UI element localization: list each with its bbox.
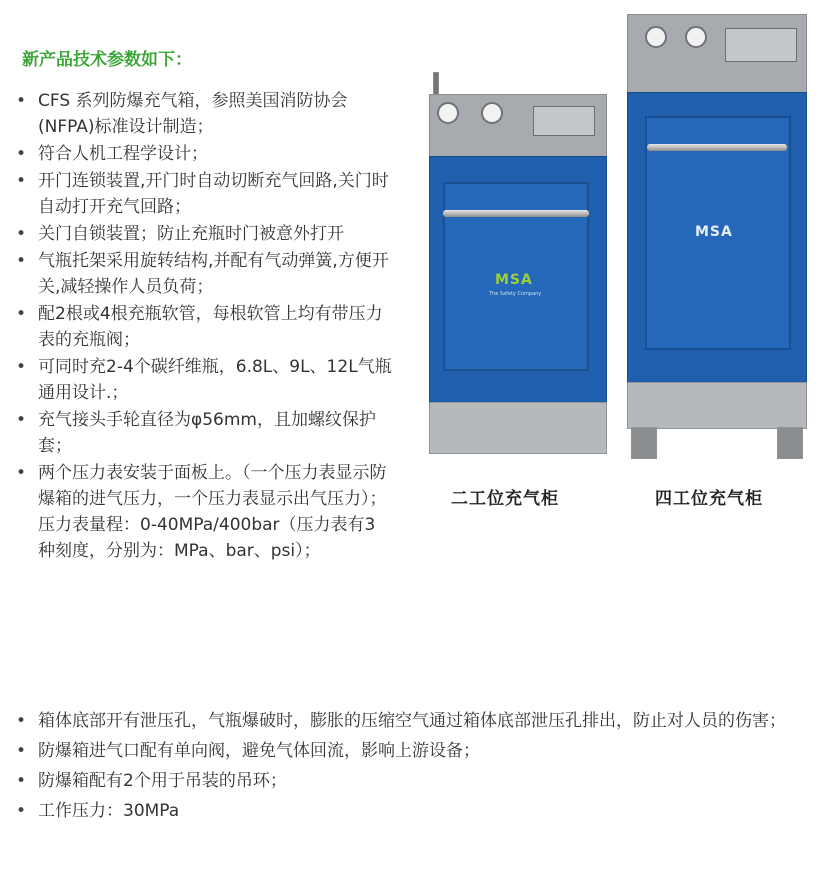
msa-logo: MSA <box>495 272 533 288</box>
two-station-cabinet-image <box>425 72 610 457</box>
list-item: • 两个压力表安装于面板上。（一个压力表显示防爆箱的进气压力，一个压力表显示出气压力）；压力表量程：0-40MPa/400bar（压力表有3种刻度，分别为：MPa、bar、psi）； <box>14 460 392 564</box>
four-station-cabinet-image <box>625 14 810 459</box>
cabinet-base <box>429 402 607 454</box>
spec-list-bottom <box>14 708 824 828</box>
spec-list <box>14 88 392 565</box>
list-item: • CFS 系列防爆充气箱，参照美国消防协会(NFPA)标准设计制造； <box>14 88 392 140</box>
page-title: 新产品技术参数如下： <box>22 50 192 70</box>
door-handle <box>647 144 787 151</box>
logo-tagline: The Safety Company <box>489 291 542 297</box>
label-plate <box>533 106 595 136</box>
msa-logo: MSA <box>695 224 733 240</box>
label-plate <box>725 28 797 62</box>
list-item: • 箱体底部开有泄压孔，气瓶爆破时，膨胀的压缩空气通过箱体底部泄压孔排出，防止对人员的伤害； <box>14 708 824 734</box>
door-handle <box>443 210 589 217</box>
list-item: • 充气接头手轮直径为φ56mm，且加螺纹保护套； <box>14 407 392 459</box>
cabinet-foot <box>631 427 657 459</box>
pressure-gauge-icon <box>645 26 667 48</box>
list-item: • 防爆箱配有2个用于吊装的吊环； <box>14 768 824 794</box>
list-item: • 防爆箱进气口配有单向阀，避免气体回流，影响上游设备； <box>14 738 824 764</box>
list-item: • 气瓶托架采用旋转结构,并配有气动弹簧,方便开关,减轻操作人员负荷； <box>14 248 392 300</box>
four-station-caption: 四工位充气柜 <box>655 489 763 509</box>
two-station-caption: 二工位充气柜 <box>451 489 559 509</box>
list-item: • 工作压力：30MPa <box>14 798 824 824</box>
list-item: • 配2根或4根充瓶软管，每根软管上均有带压力表的充瓶阀； <box>14 301 392 353</box>
pressure-gauge-icon <box>437 102 459 124</box>
list-item: • 开门连锁装置,开门时自动切断充气回路,关门时自动打开充气回路； <box>14 168 392 220</box>
pressure-gauge-icon <box>685 26 707 48</box>
cabinet-foot <box>777 427 803 459</box>
list-item: • 关门自锁装置；防止充瓶时门被意外打开 <box>14 221 392 247</box>
list-item: • 可同时充2-4个碳纤维瓶，6.8L、9L、12L气瓶通用设计.； <box>14 354 392 406</box>
list-item: • 符合人机工程学设计； <box>14 141 392 167</box>
cabinet-base <box>627 382 807 429</box>
pressure-gauge-icon <box>481 102 503 124</box>
